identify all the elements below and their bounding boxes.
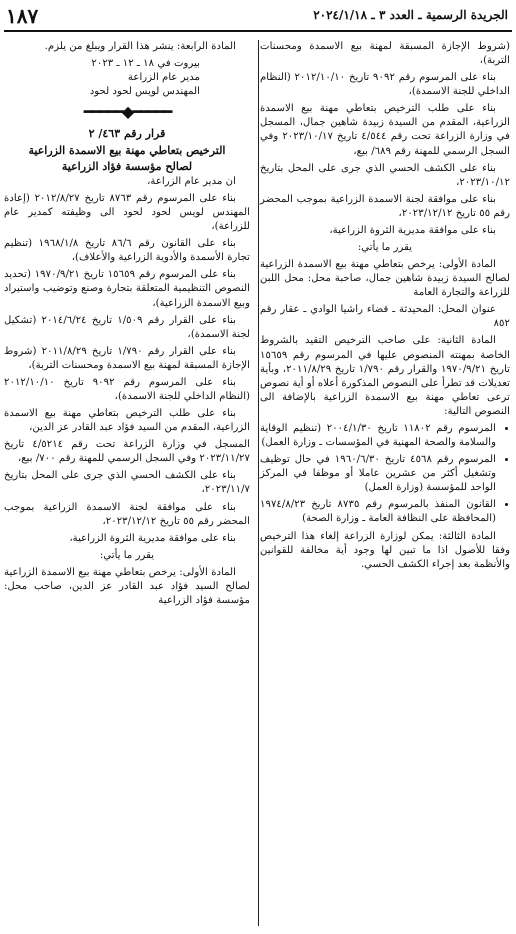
- paragraph: بناء على موافقة مديرية الثروة الزراعية،: [329, 224, 496, 236]
- decides-heading: يقرر ما يأتي:: [99, 549, 155, 561]
- gazette-title: الجريدة الرسمية ـ العدد ٣ ـ ٢٠٢٤/١/١٨: [313, 8, 508, 22]
- page-header: [0, 0, 516, 32]
- list-item: • المرسوم رقم ٤٥٦٨ تاريخ ١٩٦٠/٦/٣٠ في حال توظيف وتشغيل أكثر من عشرين عاملا أو موظفا في المركز الواحد للمؤسسة (وزارة العمل): [260, 453, 496, 495]
- signature-block: [4, 57, 250, 99]
- decides-heading: يقرر ما يأتي:: [357, 242, 413, 254]
- right-column: [260, 40, 510, 575]
- paragraph: بناء على الكشف الحسي الذي جرى على المحل بتاريخ ٢٠٢٣/١١/٧،: [4, 470, 250, 496]
- article-2: المادة الثانية: على صاحب الترخيص التقيد بالشروط الخاصة بمهنته المنصوص عليها في المرسوم رقم ١٥٦٥٩ تاريخ ١٩٧٠/٩/٢١ والقرار رقم ١/٧٩٠ تاريخ ٢٠١١/٨/٢٩، وبأية تعديلات قد تطرأ على النصوص المذكورة أعلاه أو أية نصوص ترعى تعاطي مهنة بيع الاسمدة الزراعية بالإضافة الى النصوص التالية:: [260, 335, 511, 417]
- paragraph: بناء على طلب الترخيص بتعاطي مهنة بيع الاسمدة الزراعية، المقدم من السيدة زبيدة شاهين جمال، المسجل في وزارة الزراعة تحت رقم ٤/٥٤٤ تاريخ ٢٠٢٣/١٠/١٧ وفي السجل الرسمي للمهنة رقم ٦٨٩/ بيع،: [260, 103, 510, 157]
- paragraph: ان مدير عام الزراعة،: [147, 175, 236, 187]
- paragraph: بناء على موافقة مديرية الثروة الزراعية،: [69, 532, 236, 544]
- column-divider: [258, 40, 259, 926]
- signature-title: مدير عام الزراعة: [127, 72, 200, 84]
- paragraph: بناء على موافقة لجنة الاسمدة الزراعية بموجب المحضر رقم ٥٥ تاريخ ٢٠٢٣/١٢/١٢،: [4, 501, 250, 527]
- shop-address: عنوان المحل: المحيدثة ـ قضاء راشيا الوادي ـ عقار رقم ٨٥٢: [260, 304, 510, 330]
- article-4: المادة الرابعة: ينشر هذا القرار ويبلغ من يلزم.: [44, 41, 236, 52]
- regulation-list: [260, 422, 510, 527]
- signature-place-date: بيروت في ١٨ ـ ١٢ ـ ٢٠٢٣: [91, 58, 200, 70]
- decision-number: قرار رقم ٤٦٣/ ٢: [88, 127, 166, 141]
- paragraph: بناء على المرسوم رقم ٨٧٦٣ تاريخ ٢٠١٢/٨/٢٧ (إعادة المهندس لويس لحود لحود الى وظيفته كمدير عام للزراعة)،: [4, 192, 250, 233]
- paragraph: المسجل في وزارة الزراعة تحت رقم ٤/٥٢١٤ تاريخ ٢٠٢٣/١١/٢٧ وفي السجل الرسمي للمهنة رقم ٧٠٠/ بيع،: [4, 439, 250, 465]
- header-rule: [4, 30, 512, 32]
- paragraph: بناء على القرار رقم ١/٧٩٠ تاريخ ٢٠١١/٨/٢٩ (شروط الإجازة المسبقة لمهنة بيع الاسمدة ومحسنات التربة)،: [4, 345, 250, 371]
- list-item: • القانون المنفذ بالمرسوم رقم ٨٧٣٥ تاريخ ١٩٧٤/٨/٢٣ (المحافظة على النظافة العامة ـ وزارة الصحة): [260, 498, 496, 526]
- paragraph: بناء على المرسوم رقم ٩٠٩٢ تاريخ ٢٠١٢/١٠/١٠ (النظام الداخلي للجنة الاسمدة)،: [4, 376, 250, 402]
- paragraph: بناء على الكشف الحسي الذي جرى على المحل بتاريخ ٢٠٢٣/١٠/١٢،: [260, 162, 510, 188]
- article-3: المادة الثالثة: يمكن لوزارة الزراعة إلغاء هذا الترخيص وفقا للأصول اذا ما تبين لها وجود أية مخالفة للقوانين والأنظمة بعد إجراء الكشف الحسي.: [260, 530, 510, 570]
- decision-subtitle: لصالح مؤسسة فؤاد الزراعية: [61, 159, 193, 173]
- paragraph: بناء على طلب الترخيص بتعاطي مهنة بيع الاسمدة الزراعية، المقدم من السيد فؤاد عبد القادر عز الدين،: [4, 408, 250, 434]
- decision-title: الترخيص بتعاطي مهنة بيع الاسمدة الزراعية: [28, 143, 226, 157]
- list-item: • المرسوم رقم ١١٨٠٢ تاريخ ٢٠٠٤/١/٣٠ (تنظيم الوقاية والسلامة والصحة المهنية في المؤسسات ـ وزارة العمل): [260, 422, 496, 450]
- paragraph: بناء على موافقة لجنة الاسمدة الزراعية بموجب المحضر رقم ٥٥ تاريخ ٢٠٢٣/١٢/١٢،: [260, 193, 510, 219]
- paragraph: (شروط الإجازة المسبقة لمهنة بيع الاسمدة ومحسنات التربة)،: [260, 41, 510, 67]
- separator-ornament: ━━━━━◆━━━━━: [83, 102, 171, 122]
- paragraph: بناء على القرار رقم ١/٥٠٩ تاريخ ٢٠١٤/٦/٢٤ (تشكيل لجنة الاسمدة)،: [4, 314, 250, 340]
- paragraph: بناء على المرسوم رقم ٩٠٩٢ تاريخ ٢٠١٢/١٠/١٠ (النظام الداخلي للجنة الاسمدة)،: [260, 72, 510, 98]
- signature-name: المهندس لويس لحود لحود: [89, 86, 200, 98]
- page-number: ١٨٧: [6, 4, 39, 28]
- paragraph: بناء على القانون رقم ٨٦/٦ تاريخ ١٩٦٨/١/٨ (تنظيم تجارة الأسمدة والأدوية الزراعية والأعلاف)،: [4, 238, 250, 264]
- left-column: [4, 40, 250, 611]
- article-1: المادة الأولى: يرخص بتعاطي مهنة بيع الاسمدة الزراعية لصالح السيد فؤاد عبد القادر عز الدين، صاحب محل: مؤسسة فؤاد الزراعية: [4, 566, 250, 607]
- article-1: المادة الأولى: يرخص بتعاطي مهنة بيع الاسمدة الزراعية لصالح السيدة زبيدة شاهين جمال، صاحبة محل: محل اللبن للزراعة والتجارة العامة: [260, 259, 510, 299]
- paragraph: بناء على المرسوم رقم ١٥٦٥٩ تاريخ ١٩٧٠/٩/٢١ (تحديد النصوص التنظيمية المتعلقة بتجارة وصنع وتوضيب واستيراد وبيع الاسمدة الزراعية)،: [4, 269, 250, 309]
